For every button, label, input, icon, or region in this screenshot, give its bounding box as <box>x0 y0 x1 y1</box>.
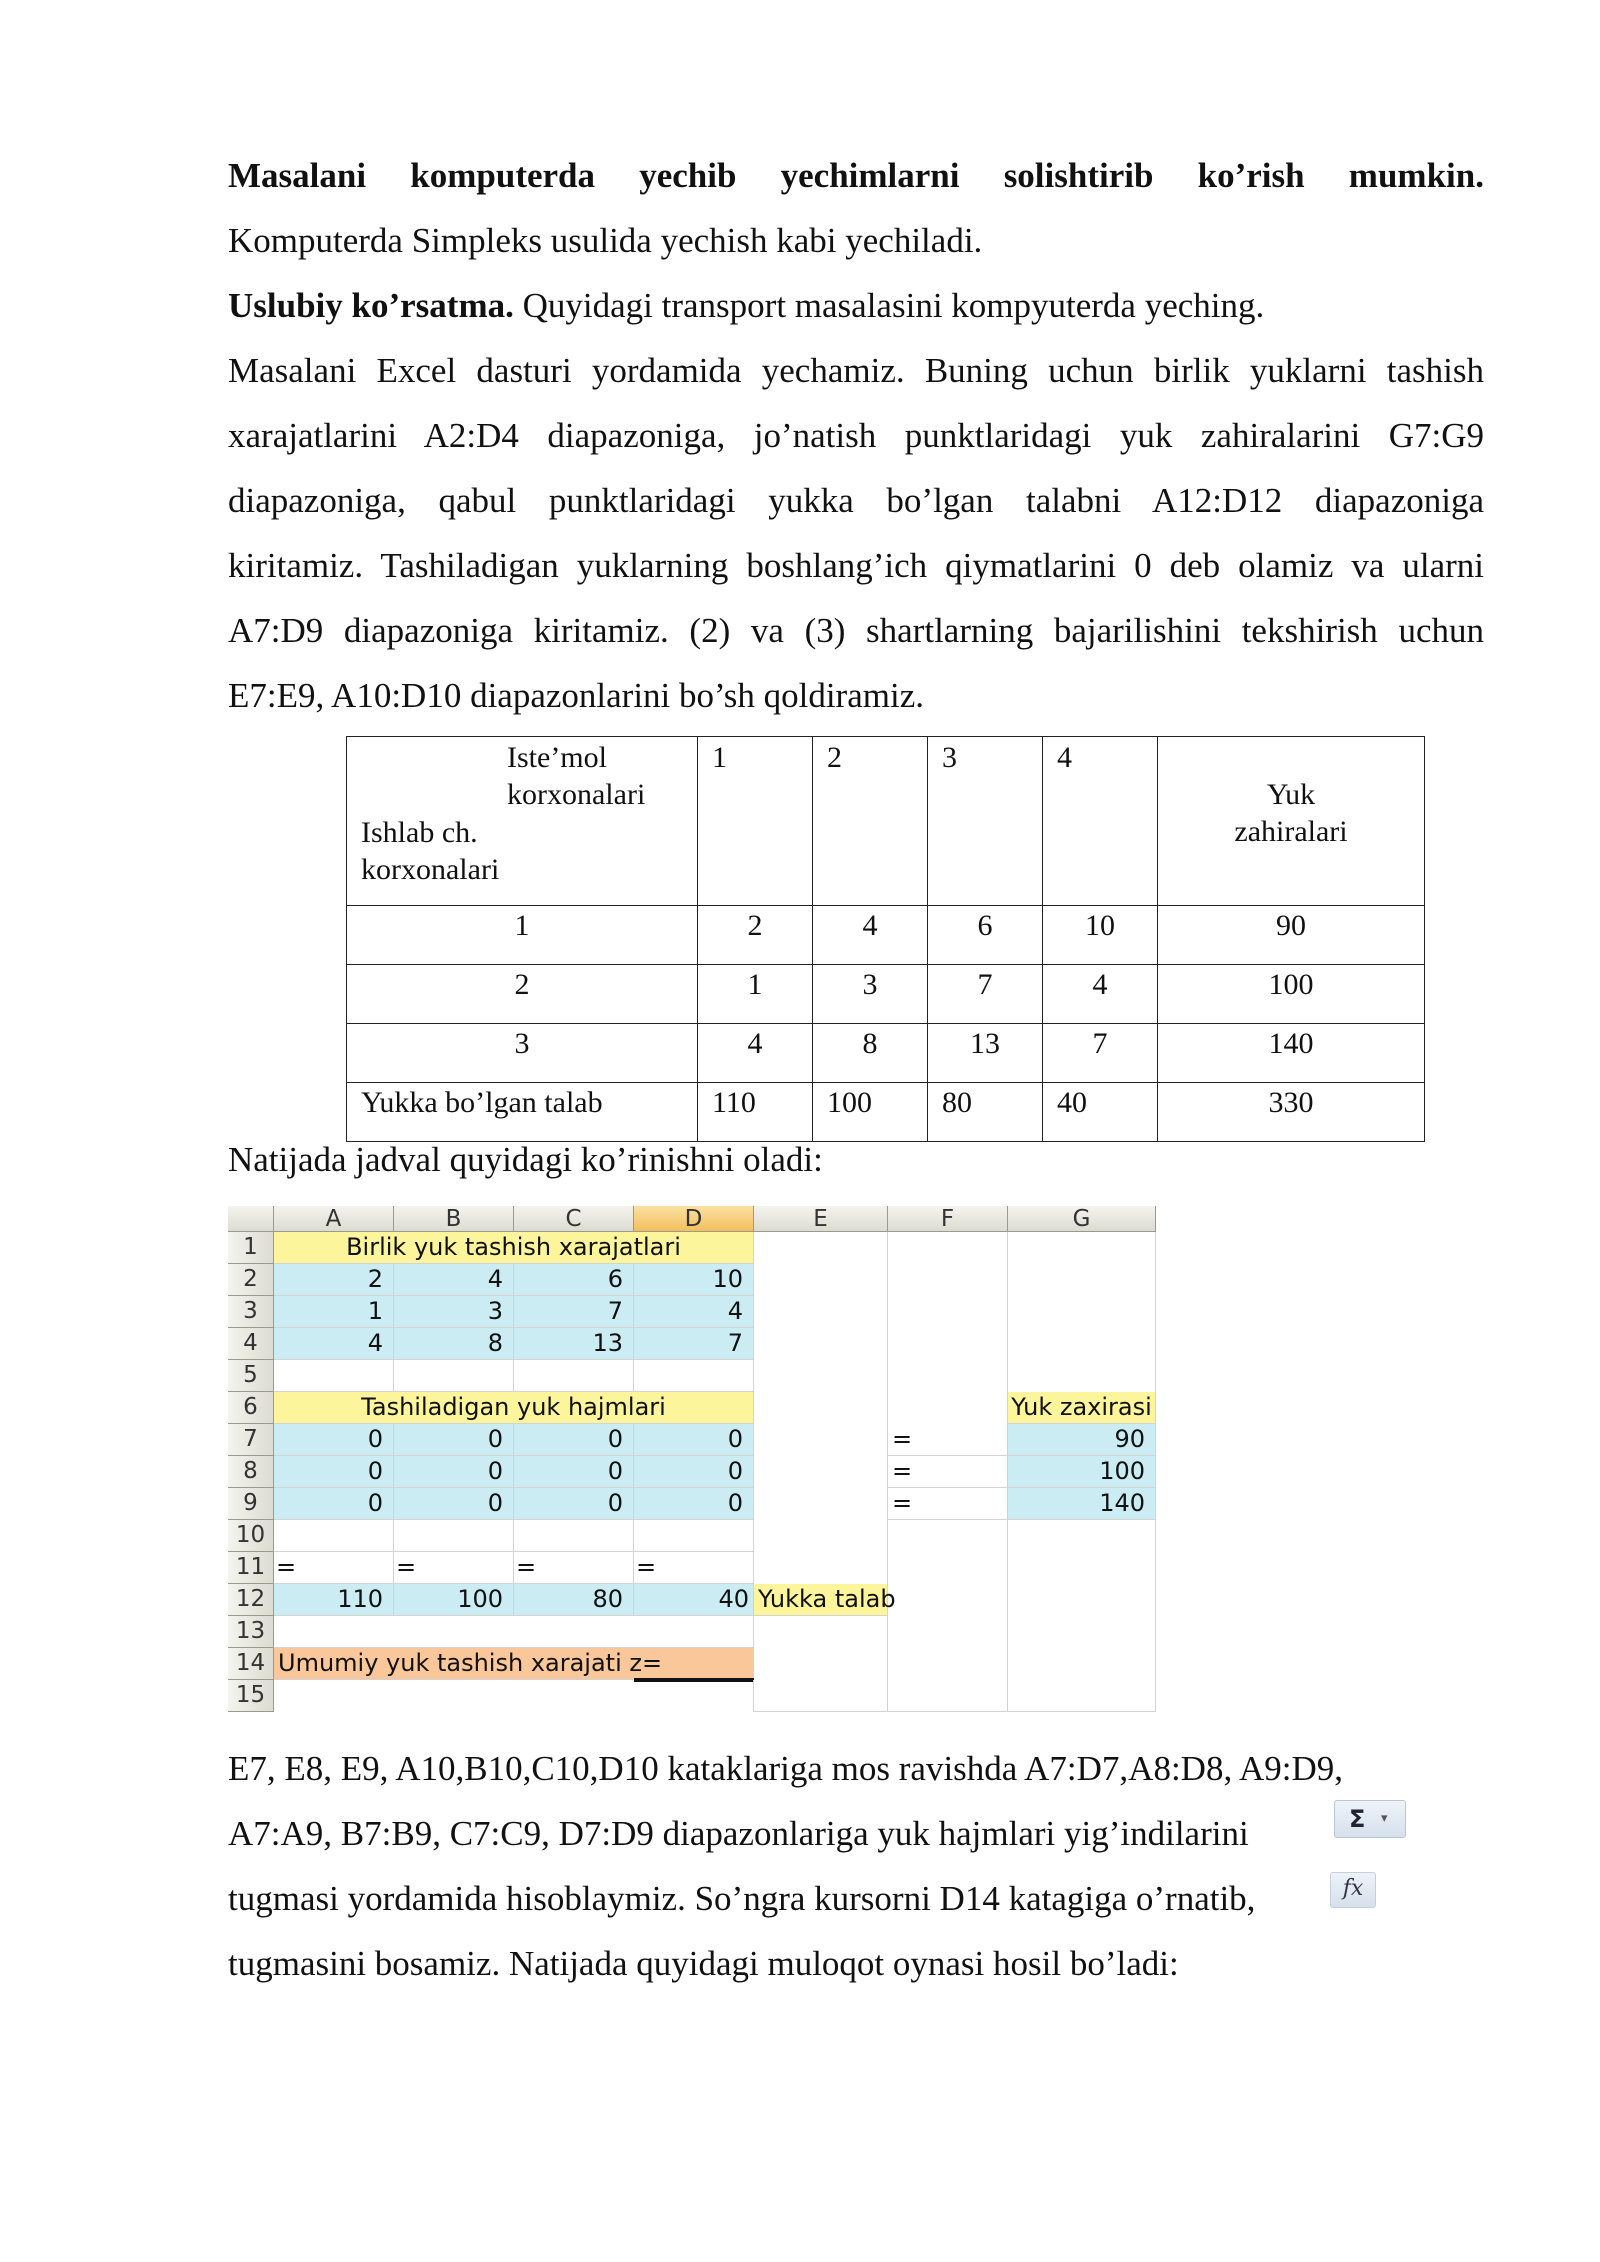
result-caption: Natijada jadval quyidagi ko’rinishni oladi: <box>228 1140 823 1179</box>
corner-top-line2: korxonalari <box>507 778 646 811</box>
row-header[interactable]: 2 <box>228 1264 274 1296</box>
cost-cell[interactable]: 4 <box>394 1264 514 1296</box>
corner-bottom-line2: korxonalari <box>361 853 500 886</box>
empty-cell[interactable] <box>274 1520 394 1552</box>
para5-line2: A7:A9, B7:B9, C7:C9, D7:D9 diapazonlariga yuk hajmlari yig’indilarini <box>228 1814 1249 1853</box>
cost-cell[interactable]: 7 <box>634 1328 754 1360</box>
intro-rest-text: Komputerda Simpleks usulida yechish kabi yechiladi. <box>228 221 983 260</box>
column-header-c[interactable]: C <box>514 1206 634 1232</box>
para3-line3: diapazoniga, qabul punktlaridagi yukka bo’lgan talabni A12:D12 diapazoniga <box>228 481 1484 520</box>
stock-cell[interactable]: 100 <box>1008 1456 1156 1488</box>
consumer-header: 2 <box>813 737 928 906</box>
row-header[interactable]: 5 <box>228 1360 274 1392</box>
cost-cell[interactable]: 8 <box>394 1328 514 1360</box>
table-header-row <box>347 737 1425 906</box>
paragraph-intro-bold <box>228 143 1484 208</box>
corner-bottom-line1: Ishlab ch. <box>361 816 478 849</box>
equality-cell[interactable]: = <box>888 1424 1008 1456</box>
cost-cell: 3 <box>813 965 928 1024</box>
total-cost-label-cell[interactable]: Umumiy yuk tashish xarajati z= <box>274 1648 754 1680</box>
volume-cell[interactable]: 0 <box>514 1456 634 1488</box>
cost-cell[interactable]: 3 <box>394 1296 514 1328</box>
stock-header-line2: zahiralari <box>1234 815 1348 848</box>
empty-cell[interactable] <box>274 1360 394 1392</box>
row-header[interactable]: 9 <box>228 1488 274 1520</box>
row-header[interactable]: 6 <box>228 1392 274 1424</box>
cost-cell: 4 <box>813 906 928 965</box>
demand-cell: 80 <box>928 1083 1043 1142</box>
stock-header-line1: Yuk <box>1266 778 1316 811</box>
cost-cell[interactable]: 6 <box>514 1264 634 1296</box>
empty-cell[interactable] <box>394 1520 514 1552</box>
row-header[interactable]: 11 <box>228 1552 274 1584</box>
consumer-header: 4 <box>1043 737 1158 906</box>
volume-cell[interactable]: 0 <box>274 1456 394 1488</box>
cost-cell[interactable]: 1 <box>274 1296 394 1328</box>
para5-line3: tugmasi yordamida hisoblaymiz. So’ngra kursorni D14 katagiga o’rnatib, <box>228 1879 1256 1918</box>
cost-cell[interactable]: 4 <box>274 1328 394 1360</box>
volume-cell[interactable]: 0 <box>394 1456 514 1488</box>
column-header-d[interactable]: D <box>634 1206 754 1232</box>
demand-cell: 100 <box>813 1083 928 1142</box>
cost-cell: 7 <box>1043 1024 1158 1083</box>
empty-row[interactable] <box>274 1616 754 1648</box>
cost-cell[interactable]: 10 <box>634 1264 754 1296</box>
demand-cell: 40 <box>1043 1083 1158 1142</box>
producer-label: 2 <box>347 965 698 1024</box>
demand-cell[interactable]: 40 <box>634 1584 754 1616</box>
table-row <box>347 906 1425 965</box>
stock-cell: 140 <box>1158 1024 1425 1083</box>
sigma-glyph: Σ <box>1349 1805 1366 1833</box>
empty-row[interactable] <box>274 1680 754 1712</box>
transport-table <box>346 736 1425 1142</box>
equality-cell[interactable]: = <box>634 1552 754 1584</box>
equality-cell[interactable]: = <box>888 1488 1008 1520</box>
demand-cell[interactable]: 80 <box>514 1584 634 1616</box>
stock-cell[interactable]: 90 <box>1008 1424 1156 1456</box>
cost-cell: 1 <box>698 965 813 1024</box>
volume-cell[interactable]: 0 <box>274 1424 394 1456</box>
row-header[interactable]: 7 <box>228 1424 274 1456</box>
chevron-down-icon: ▾ <box>1381 1811 1388 1826</box>
row-header[interactable]: 8 <box>228 1456 274 1488</box>
para3-line1: Masalani Excel dasturi yordamida yechamiz. Buning uchun birlik yuklarni tashish <box>228 351 1484 390</box>
para5-line1: E7, E8, E9, A10,B10,C10,D10 kataklariga mos ravishda A7:D7,A8:D8, A9:D9, <box>228 1749 1344 1788</box>
insert-function-icon[interactable]: fx <box>1330 1872 1376 1908</box>
column-header-e[interactable]: E <box>754 1206 888 1232</box>
corner-top-line1: Iste’mol <box>507 741 607 774</box>
para3-line6: E7:E9, A10:D10 diapazonlarini bo’sh qoldiramiz. <box>228 676 924 715</box>
guidance-bold: Uslubiy ko’rsatma. <box>228 286 514 325</box>
row-header[interactable]: 1 <box>228 1232 274 1264</box>
row-header[interactable]: 12 <box>228 1584 274 1616</box>
cost-cell: 6 <box>928 906 1043 965</box>
para3-line4: kiritamiz. Tashiladigan yuklarning boshlang’ich qiymatlarini 0 deb olamiz va ularni <box>228 546 1484 585</box>
row-header[interactable]: 13 <box>228 1616 274 1648</box>
cost-cell[interactable]: 7 <box>514 1296 634 1328</box>
intro-bold-text: Masalani komputerda yechib yechimlarni solishtirib ko’rish mumkin. <box>228 156 1484 195</box>
equality-cell[interactable]: = <box>888 1456 1008 1488</box>
cost-cell: 10 <box>1043 906 1158 965</box>
corner-producers-label <box>361 814 499 888</box>
empty-cell[interactable] <box>514 1360 634 1392</box>
cost-cell: 7 <box>928 965 1043 1024</box>
volume-cell[interactable]: 0 <box>634 1456 754 1488</box>
stock-header <box>1158 737 1425 906</box>
costs-title-cell[interactable]: Birlik yuk tashish xarajatlari <box>274 1232 754 1264</box>
stock-cell: 100 <box>1158 965 1425 1024</box>
corner-cell <box>347 737 698 906</box>
producer-label: 3 <box>347 1024 698 1083</box>
demand-label-cell[interactable]: Yukka talab <box>754 1584 888 1616</box>
volume-cell[interactable]: 0 <box>394 1424 514 1456</box>
grid-column-e <box>754 1232 888 1712</box>
producer-label: 1 <box>347 906 698 965</box>
row-header[interactable]: 3 <box>228 1296 274 1328</box>
equality-cell[interactable]: = <box>394 1552 514 1584</box>
volume-cell[interactable]: 0 <box>514 1488 634 1520</box>
guidance-rest: Quyidagi transport masalasini kompyuterda yeching. <box>513 286 1265 325</box>
row-header[interactable]: 10 <box>228 1520 274 1552</box>
excel-sheet <box>228 1206 1164 1716</box>
cost-cell: 13 <box>928 1024 1043 1083</box>
volume-cell[interactable]: 0 <box>394 1488 514 1520</box>
demand-cell[interactable]: 110 <box>274 1584 394 1616</box>
row-header[interactable]: 14 <box>228 1648 274 1680</box>
consumer-header: 3 <box>928 737 1043 906</box>
empty-cell[interactable] <box>394 1360 514 1392</box>
para3-line2: xarajatlarini A2:D4 diapazoniga, jo’natish punktlaridagi yuk zahiralarini G7:G9 <box>228 416 1484 455</box>
cost-cell: 8 <box>813 1024 928 1083</box>
volume-cell[interactable]: 0 <box>514 1424 634 1456</box>
select-all-corner[interactable] <box>228 1206 274 1232</box>
volume-cell[interactable]: 0 <box>634 1488 754 1520</box>
table-row <box>347 1024 1425 1083</box>
consumer-header: 1 <box>698 737 813 906</box>
demand-cell: 110 <box>698 1083 813 1142</box>
row-header[interactable]: 4 <box>228 1328 274 1360</box>
para3-line5: A7:D9 diapazoniga kiritamiz. (2) va (3) shartlarning bajarilishini tekshirish uchun <box>228 611 1484 650</box>
cost-cell[interactable]: 2 <box>274 1264 394 1296</box>
stock-cell: 90 <box>1158 906 1425 965</box>
sigma-autosum-icon[interactable] <box>1334 1800 1406 1838</box>
cost-cell: 2 <box>698 906 813 965</box>
volumes-title-cell[interactable]: Tashiladigan yuk hajmlari <box>274 1392 754 1424</box>
volume-cell[interactable]: 0 <box>274 1488 394 1520</box>
equality-cell[interactable]: = <box>274 1552 394 1584</box>
row-header[interactable]: 15 <box>228 1680 274 1712</box>
para5-line4: tugmasini bosamiz. Natijada quyidagi muloqot oynasi hosil bo’ladi: <box>228 1944 1179 1983</box>
empty-cell[interactable] <box>634 1360 754 1392</box>
paragraph-intro-rest <box>228 208 1484 273</box>
cost-cell[interactable]: 4 <box>634 1296 754 1328</box>
equality-cell[interactable]: = <box>514 1552 634 1584</box>
demand-cell[interactable]: 100 <box>394 1584 514 1616</box>
empty-cell[interactable] <box>514 1520 634 1552</box>
column-header-f[interactable]: F <box>888 1206 1008 1232</box>
cost-cell: 4 <box>1043 965 1158 1024</box>
stock-label-cell[interactable]: Yuk zaxirasi <box>1008 1392 1156 1424</box>
demand-label: Yukka bo’lgan talab <box>347 1083 698 1142</box>
column-header-a[interactable]: A <box>274 1206 394 1232</box>
empty-cell[interactable] <box>634 1520 754 1552</box>
stock-cell[interactable]: 140 <box>1008 1488 1156 1520</box>
corner-consumers-label <box>507 739 645 813</box>
table-row <box>347 965 1425 1024</box>
column-header-b[interactable]: B <box>394 1206 514 1232</box>
volume-cell[interactable]: 0 <box>634 1424 754 1456</box>
column-header-g[interactable]: G <box>1008 1206 1156 1232</box>
cost-cell[interactable]: 13 <box>514 1328 634 1360</box>
cost-cell: 4 <box>698 1024 813 1083</box>
total-cell: 330 <box>1158 1083 1425 1142</box>
paragraph-guidance <box>228 273 1484 338</box>
